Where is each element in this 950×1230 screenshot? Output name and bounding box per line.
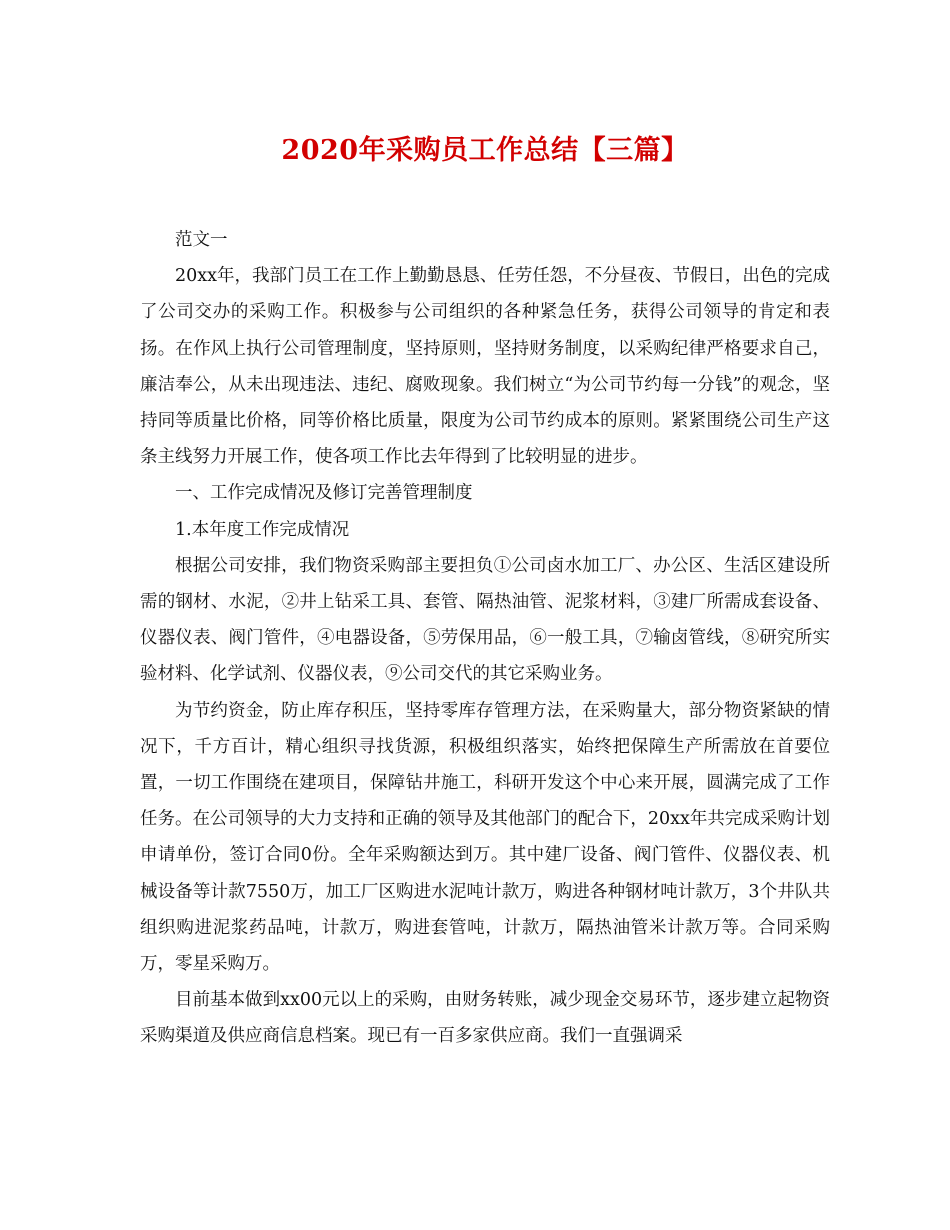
document-title: 2020年采购员工作总结【三篇】	[281, 135, 689, 166]
paragraph-supplier-records: 目前基本做到xx00元以上的采购，由财务转账，减少现金交易环节，逐步建立起物资采购渠道及供应商信息档案。现已有一百多家供应商。我们一直强调采	[140, 990, 830, 1047]
paragraph-procurement-scope: 根据公司安排，我们物资采购部主要担负①公司卤水加工厂、办公区、生活区建设所需的钢材、水泥，②井上钻采工具、套管、隔热油管、泥浆材料，③建厂所需成套设备、仪器仪表、阀门管件，④电器设备，⑤劳保用品，⑥一般工具，⑦输卤管线，⑧研究所实验材料、化学试剂、仪器仪表，⑨公司交代的其它采购业务。	[140, 555, 830, 685]
paragraph-procurement-results: 为节约资金，防止库存积压，坚持零库存管理方法，在采购量大，部分物资紧缺的情况下，千方百计，精心组织寻找货源，积极组织落实，始终把保障生产所需放在首要位置，一切工作围绕在建项目，保障钻井施工，科研开发这个中心来开展，圆满完成了工作任务。在公司领导的大力支持和正确的领导及其他部门的配合下，20xx年共完成采购计划申请单份，签订合同0份。全年采购额达到万。其中建厂设备、阀门管件、仪器仪表、机械设备等计款7550万，加工厂区购进水泥吨计款万，购进各种钢材吨计款万，3个井队共组织购进泥浆药品吨，计款万，购进套管吨，计款万，隔热油管米计款万等。合同采购万，零星采购万。	[140, 700, 830, 975]
subsection-heading: 1.本年度工作完成情况	[175, 519, 350, 540]
paragraph-heading-sample-one: 范文一	[175, 230, 228, 250]
section-heading: 一、工作完成情况及修订完善管理制度	[175, 483, 473, 504]
paragraph-intro: 20xx年，我部门员工在工作上勤勤恳恳、任劳任怨，不分昼夜、节假日，出色的完成了公司交办的采购工作。积极参与公司组织的各种紧急任务，获得公司领导的肯定和表扬。在作风上执行公司管理制度，坚持原则，坚持财务制度，以采购纪律严格要求自己，廉洁奉公，从未出现违法、违纪、腐败现象。我们树立“为公司节约每一分钱”的观念，坚持同等质量比价格，同等价格比质量，限度为公司节约成本的原则。紧紧围绕公司生产这条主线努力开展工作，使各项工作比去年得到了比较明显的进步。	[140, 266, 830, 468]
